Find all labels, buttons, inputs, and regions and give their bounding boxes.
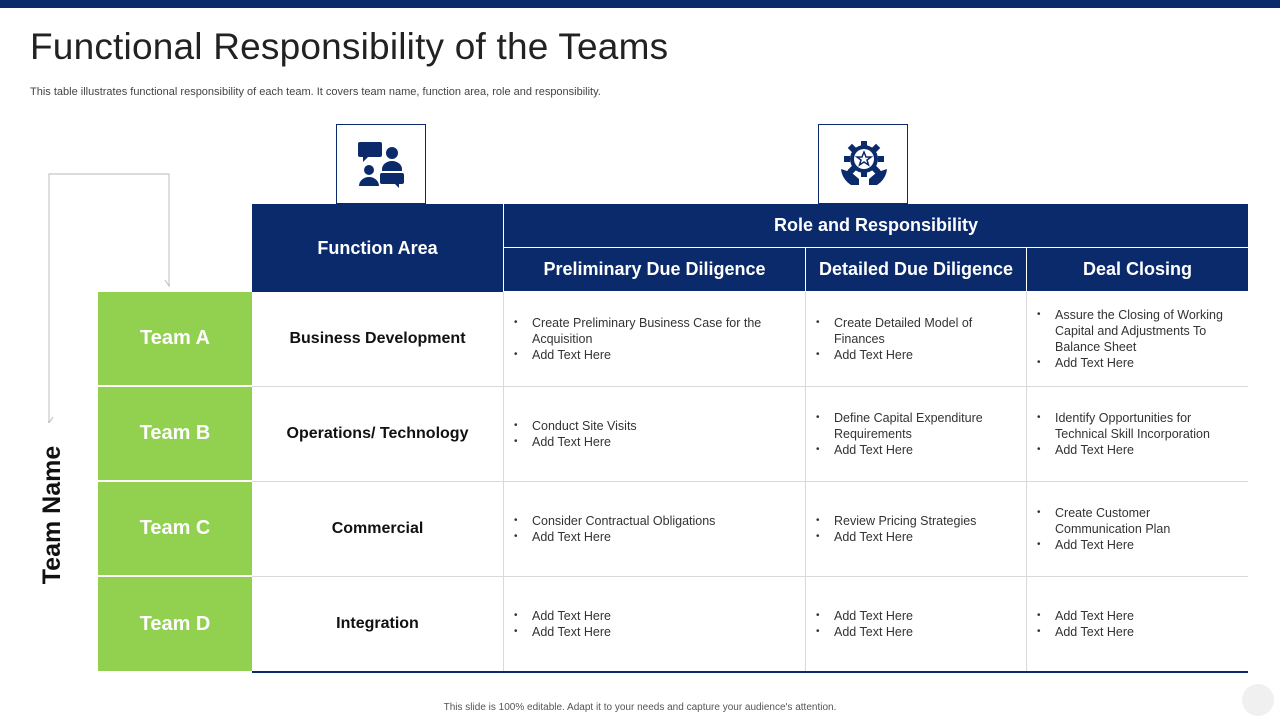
list-item: • Add Text Here bbox=[834, 442, 1016, 458]
top-accent-bar bbox=[0, 0, 1280, 8]
list-item: • Create Preliminary Business Case for the Acquisition bbox=[532, 315, 795, 347]
detailed-cell-c bbox=[806, 482, 1027, 577]
header-deal-closing: Deal Closing bbox=[1027, 248, 1248, 291]
team-cell-d: Team D bbox=[98, 577, 252, 671]
header-preliminary-due-diligence: Preliminary Due Diligence bbox=[504, 248, 805, 291]
list-item: • Add Text Here bbox=[1055, 442, 1238, 458]
detailed-cell-a bbox=[806, 292, 1027, 387]
prelim-cell-d bbox=[504, 577, 806, 671]
team-name-label: Team Name bbox=[38, 445, 66, 585]
closing-cell-a bbox=[1027, 292, 1248, 387]
function-cell-c: Commercial bbox=[252, 482, 504, 577]
prelim-cell-a bbox=[504, 292, 806, 387]
list-item: • Define Capital Expenditure Requirements bbox=[834, 410, 1016, 442]
detailed-cell-d bbox=[806, 577, 1027, 671]
list-item: • Add Text Here bbox=[1055, 537, 1238, 553]
closing-cell-d bbox=[1027, 577, 1248, 671]
team-cell-c: Team C bbox=[98, 482, 252, 576]
list-item: • Consider Contractual Obligations bbox=[532, 513, 715, 529]
team-cell-a: Team A bbox=[98, 292, 252, 386]
team-cell-b: Team B bbox=[98, 387, 252, 481]
closing-cell-b bbox=[1027, 387, 1248, 482]
list-item: • Identify Opportunities for Technical Skill Incorporation bbox=[1055, 410, 1238, 442]
closing-cell-c bbox=[1027, 482, 1248, 577]
list-item: • Add Text Here bbox=[1055, 624, 1134, 640]
function-area-icon-box bbox=[336, 124, 426, 204]
function-cell-b: Operations/ Technology bbox=[252, 387, 504, 482]
table-bottom-border bbox=[252, 671, 1248, 673]
header-role-and-responsibility: Role and Responsibility bbox=[504, 204, 1248, 247]
page-subtitle: This table illustrates functional responsibility of each team. It covers team name, function area, role and responsibility. bbox=[30, 86, 601, 98]
list-item: • Review Pricing Strategies bbox=[834, 513, 976, 529]
page-title: Functional Responsibility of the Teams bbox=[30, 26, 669, 67]
list-item: • Conduct Site Visits bbox=[532, 418, 637, 434]
detailed-cell-b bbox=[806, 387, 1027, 482]
list-item: • Create Customer Communication Plan bbox=[1055, 505, 1238, 537]
list-item: • Assure the Closing of Working Capital and Adjustments To Balance Sheet bbox=[1055, 307, 1238, 355]
prelim-cell-b bbox=[504, 387, 806, 482]
list-item: • Add Text Here bbox=[834, 347, 1016, 363]
list-item: • Add Text Here bbox=[532, 347, 795, 363]
corner-circle bbox=[1242, 684, 1274, 716]
list-item: • Add Text Here bbox=[1055, 608, 1134, 624]
list-item: • Add Text Here bbox=[532, 434, 637, 450]
prelim-cell-c bbox=[504, 482, 806, 577]
list-item: • Add Text Here bbox=[834, 608, 913, 624]
hands-gear-star-icon bbox=[839, 139, 889, 189]
header-function-area: Function Area bbox=[252, 204, 503, 292]
header-detailed-due-diligence: Detailed Due Diligence bbox=[806, 248, 1026, 291]
list-item: • Add Text Here bbox=[532, 529, 715, 545]
function-cell-a: Business Development bbox=[252, 292, 504, 387]
list-item: • Add Text Here bbox=[532, 608, 611, 624]
team-discussion-icon bbox=[357, 139, 407, 189]
function-cell-d: Integration bbox=[252, 577, 504, 671]
list-item: • Add Text Here bbox=[834, 624, 913, 640]
role-icon-box bbox=[818, 124, 908, 204]
list-item: • Add Text Here bbox=[834, 529, 976, 545]
list-item: • Add Text Here bbox=[1055, 355, 1238, 371]
list-item: • Add Text Here bbox=[532, 624, 611, 640]
list-item: • Create Detailed Model of Finances bbox=[834, 315, 1016, 347]
footer-note: This slide is 100% editable. Adapt it to your needs and capture your audience's attention. bbox=[443, 702, 837, 713]
